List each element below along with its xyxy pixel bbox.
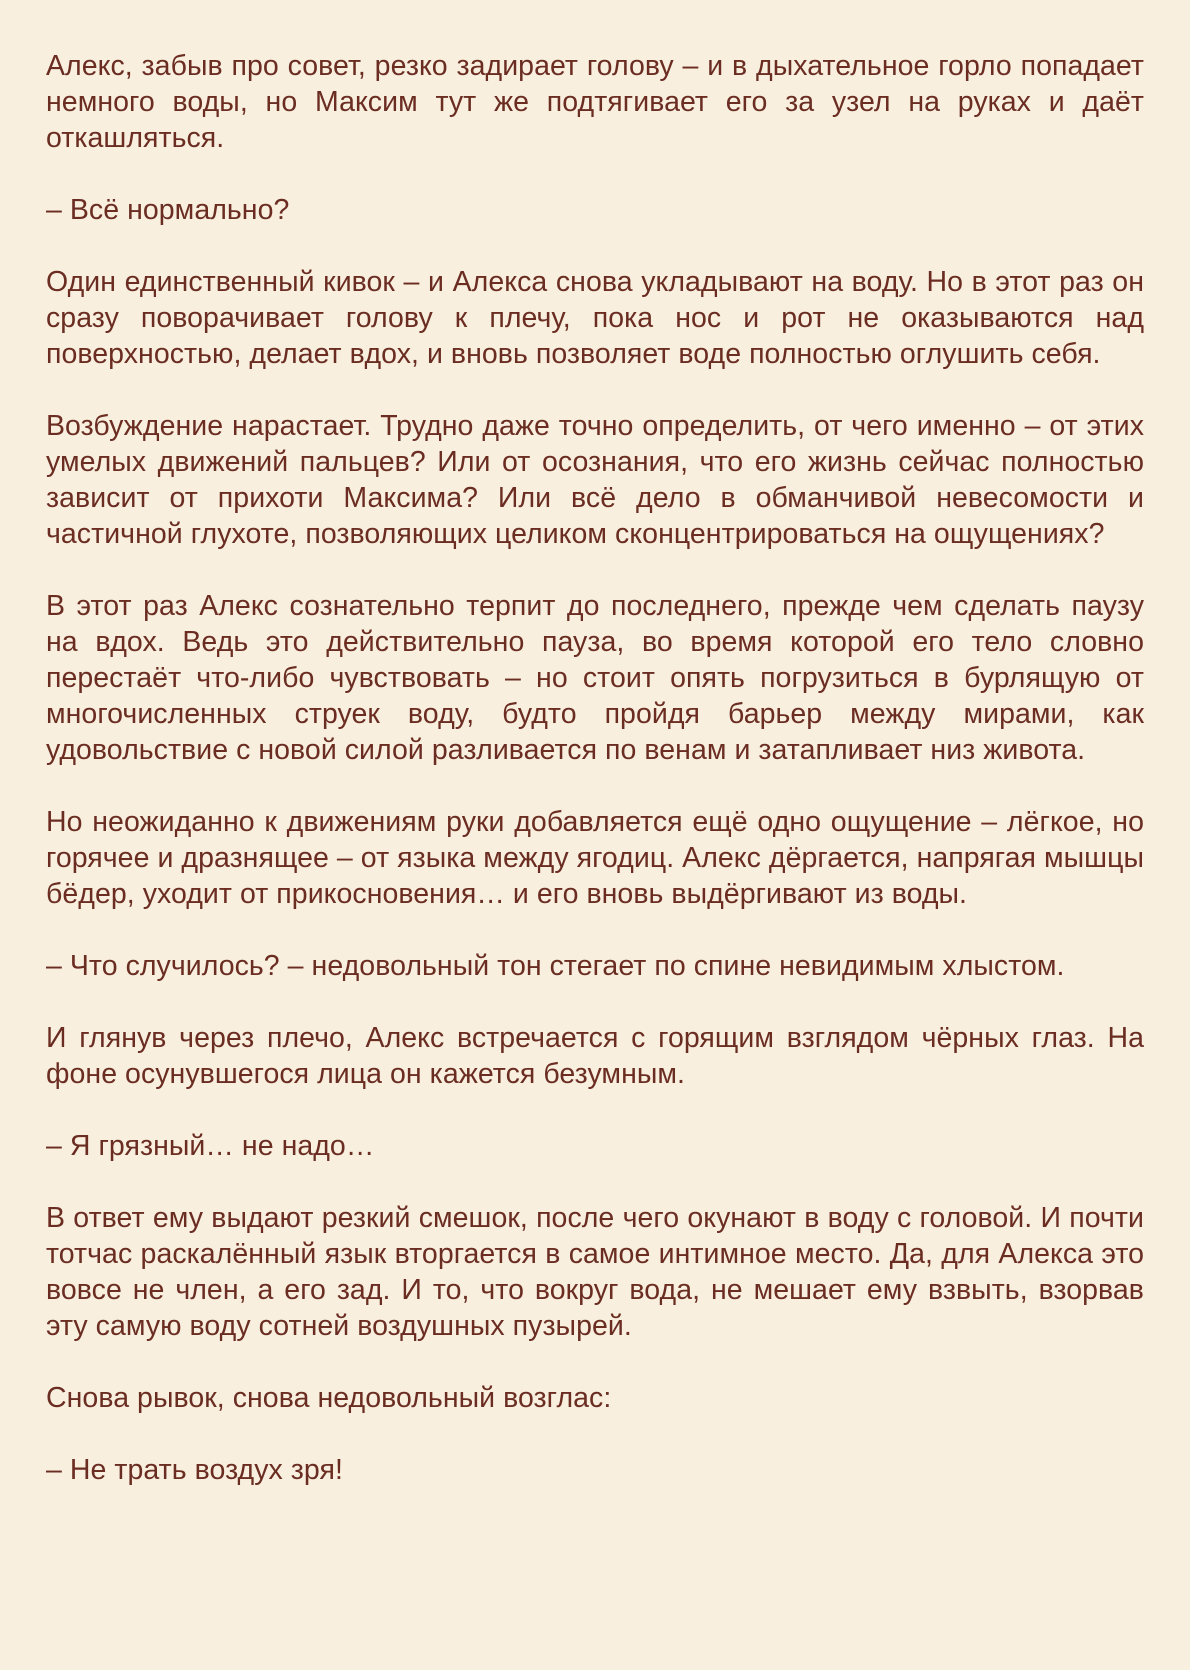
paragraph-8: И глянув через плечо, Алекс встречается с горящим взглядом чёрных глаз. На фоне осунувшегося лица он кажется безумным. xyxy=(46,1022,1144,1090)
paragraph-10: В ответ ему выдают резкий смешок, после чего окунают в воду с головой. И почти тотчас раскалённый язык вторгается в самое интимное место. Да, для Алекса это вовсе не член, а его зад. И то, что вокруг вода, не мешает ему взвыть, взорвав эту самую воду сотней воздушных пузырей. xyxy=(46,1202,1144,1342)
paragraph-11: Снова рывок, снова недовольный возглас: xyxy=(46,1382,612,1414)
paragraph-1: Алекс, забыв про совет, резко задирает голову – и в дыхательное горло попадает немного воды, но Максим тут же подтягивает его за узел на руках и даёт откашляться. xyxy=(46,50,1144,154)
paragraph-9: – Я грязный… не надо… xyxy=(46,1130,375,1162)
paragraph-12: – Не трать воздух зря! xyxy=(46,1454,343,1486)
paragraph-6: Но неожиданно к движениям руки добавляется ещё одно ощущение – лёгкое, но горячее и дразнящее – от языка между ягодиц. Алекс дёргается, напрягая мышцы бёдер, уходит от прикосновения… и его вновь выдёргивают из воды. xyxy=(46,806,1144,910)
paragraph-2: – Всё нормально? xyxy=(46,194,290,226)
paragraph-7: – Что случилось? – недовольный тон стегает по спине невидимым хлыстом. xyxy=(46,950,1065,982)
paragraph-3: Один единственный кивок – и Алекса снова укладывают на воду. Но в этот раз он сразу поворачивает голову к плечу, пока нос и рот не оказываются над поверхностью, делает вдох, и вновь позволяет воде полностью оглушить себя. xyxy=(46,266,1144,370)
paragraph-4: Возбуждение нарастает. Трудно даже точно определить, от чего именно – от этих умелых движений пальцев? Или от осознания, что его жизнь сейчас полностью зависит от прихоти Максима? Или всё дело в обманчивой невесомости и частичной глухоте, позволяющих целиком сконцентрироваться на ощущениях? xyxy=(46,410,1144,550)
paragraph-5: В этот раз Алекс сознательно терпит до последнего, прежде чем сделать паузу на вдох. Ведь это действительно пауза, во время которой его тело словно перестаёт что-либо чувствовать – но стоит опять погрузиться в бурлящую от многочисленных струек воду, будто пройдя барьер между мирами, как удовольствие с новой силой разливается по венам и затапливает низ живота. xyxy=(46,590,1144,766)
